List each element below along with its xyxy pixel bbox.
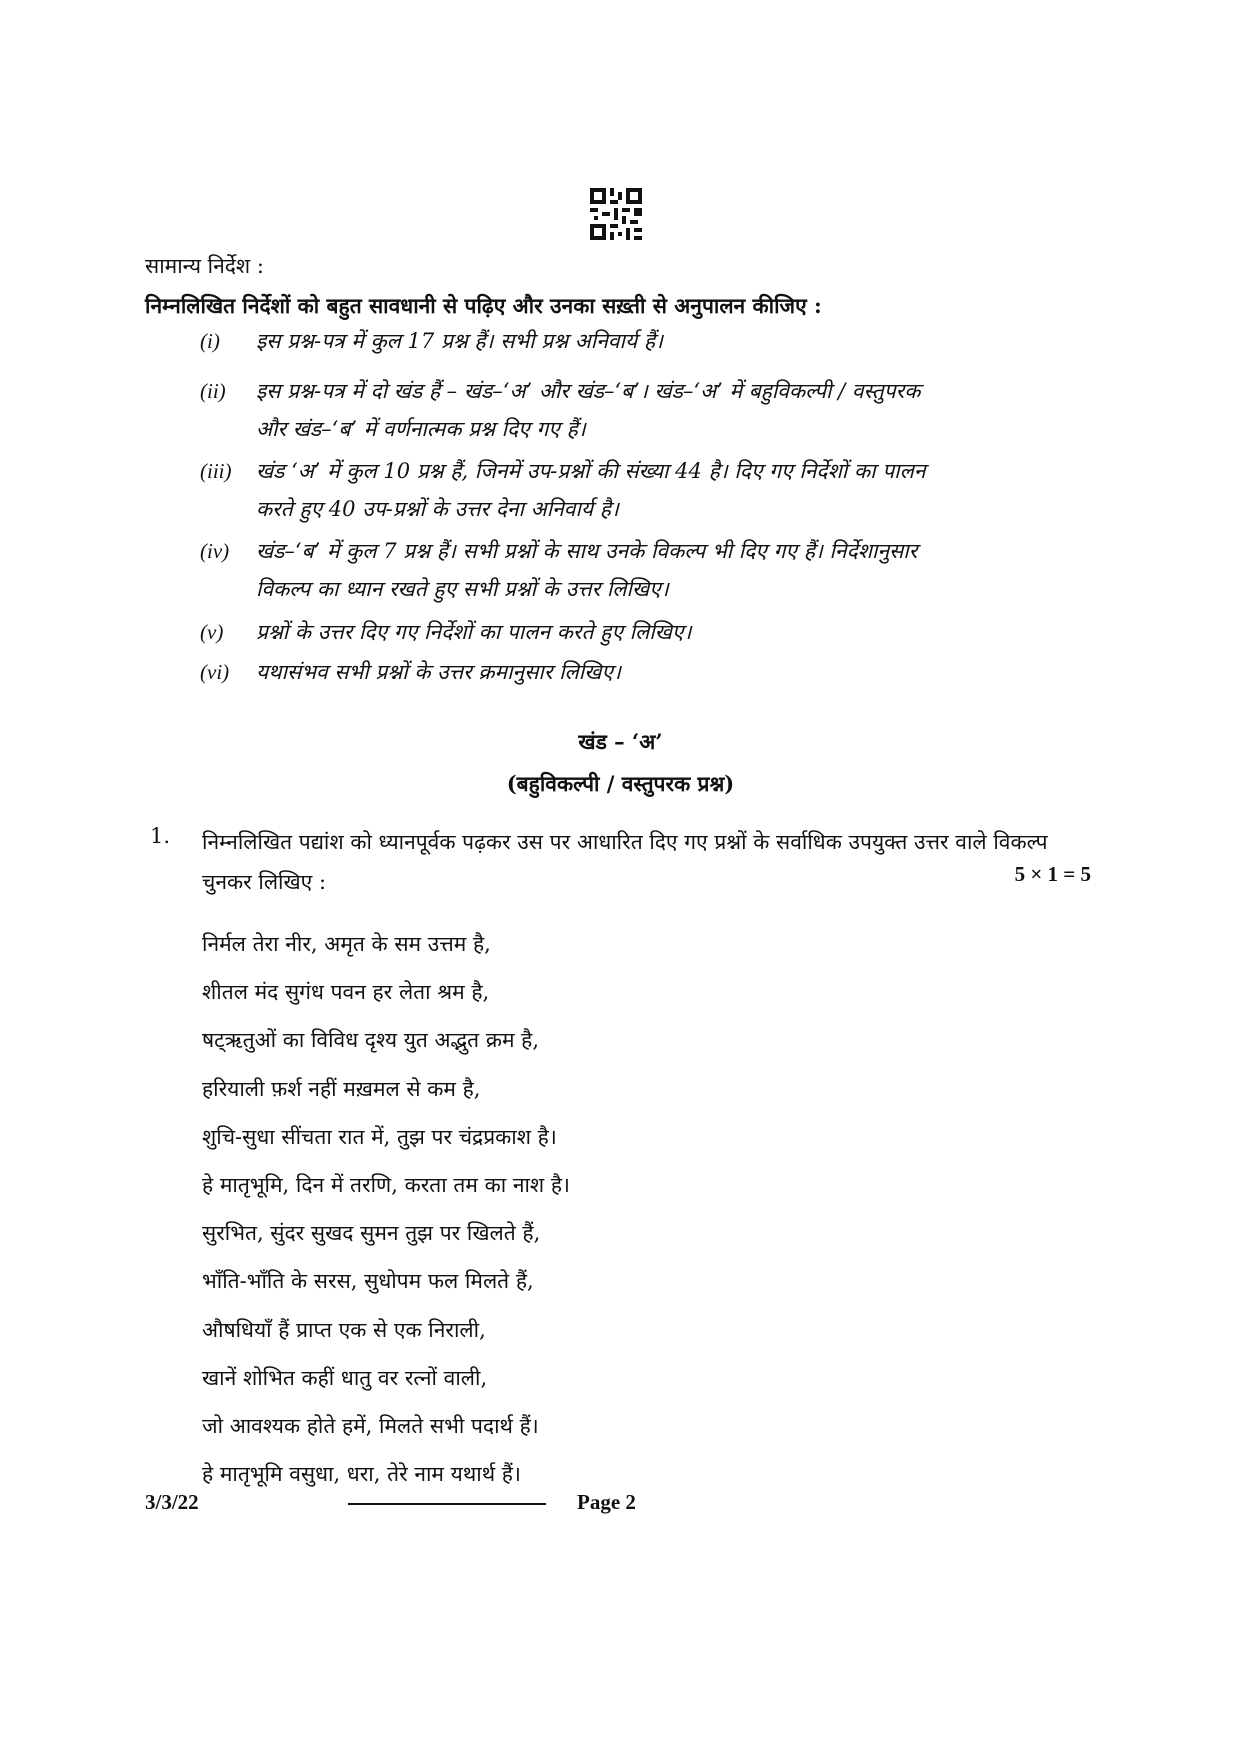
- poem-line: शीतल मंद सुगंध पवन हर लेता श्रम है,: [202, 980, 490, 1005]
- section-subtitle: (बहुविकल्पी / वस्तुपरक प्रश्न): [506, 771, 735, 796]
- instruction-text: इस प्रश्न-पत्र में दो खंड हैं – खंड–‘अ’ और खंड–‘ब’। खंड–‘अ’ में बहुविकल्पी / वस्तुपरक: [256, 379, 921, 403]
- instruction-item: [200, 653, 621, 691]
- instruction-number: (i): [200, 329, 220, 353]
- instruction-number: (vi): [200, 660, 230, 684]
- poem-line: हरियाली फ़र्श नहीं मख़मल से कम है,: [202, 1076, 481, 1101]
- instruction-text: विकल्प का ध्यान रखते हुए सभी प्रश्नों के उत्तर लिखिए।: [256, 577, 669, 601]
- poem-passage: [202, 920, 570, 1498]
- question-text: निम्नलिखित पद्यांश को ध्यानपूर्वक पढ़कर उस पर आधारित दिए गए प्रश्नों के सर्वाधिक उपयुक्त उत्तर वाले विकल्प चुनकर लिखिए :: [202, 830, 1048, 894]
- instruction-text: खंड–‘ब’ में कुल 7 प्रश्न हैं। सभी प्रश्नों के साथ उनके विकल्प भी दिए गए हैं। निर्देशानुसार: [256, 539, 918, 563]
- instruction-number: (iii): [200, 459, 232, 483]
- page-number: Page 2: [577, 1490, 636, 1514]
- poem-line: सुरभित, सुंदर सुखद सुमन तुझ पर खिलते हैं,: [202, 1221, 541, 1246]
- poem-line: जो आवश्यक होते हमें, मिलते सभी पदार्थ हैं।: [202, 1414, 539, 1439]
- poem-line: हे मातृभूमि वसुधा, धरा, तेरे नाम यथार्थ हैं।: [202, 1462, 521, 1487]
- instruction-text: प्रश्नों के उत्तर दिए गए निर्देशों का पालन करते हुए लिखिए।: [256, 620, 692, 644]
- question-number: 1.: [150, 824, 171, 848]
- instruction-item: [200, 613, 691, 651]
- instruction-number: (ii): [200, 379, 226, 403]
- instruction-text: यथासंभव सभी प्रश्नों के उत्तर क्रमानुसार लिखिए।: [256, 660, 621, 684]
- instruction-number: (iv): [200, 539, 230, 563]
- poem-line: निर्मल तेरा नीर, अमृत के सम उत्तम है,: [202, 932, 491, 956]
- instruction-text: इस प्रश्न-पत्र में कुल 17 प्रश्न हैं। सभी प्रश्न अनिवार्य हैं।: [256, 329, 663, 353]
- poem-line: औषधियाँ हैं प्राप्त एक से एक निराली,: [202, 1317, 486, 1342]
- section-title: खंड – ‘अ’: [578, 729, 663, 754]
- instruction-text: करते हुए 40 उप-प्रश्नों के उत्तर देना अनिवार्य है।: [256, 497, 619, 521]
- qr-code-icon: [590, 188, 642, 240]
- instruction-text: खंड ‘अ’ में कुल 10 प्रश्न हैं, जिनमें उप-प्रश्नों की संख्या 44 है। दिए गए निर्देशों का पालन: [256, 459, 926, 483]
- poem-line: भाँति-भाँति के सरस, सुधोपम फल मिलते हैं,: [202, 1269, 534, 1294]
- general-instructions-subtitle: निम्नलिखित निर्देशों को बहुत सावधानी से पढ़िए और उनका सख़्ती से अनुपालन कीजिए :: [145, 293, 822, 318]
- instruction-item: [200, 452, 925, 528]
- instruction-item: [200, 372, 920, 448]
- poem-line: खानें शोभित कहीं धातु वर रत्नों वाली,: [202, 1365, 488, 1390]
- general-instructions-title: सामान्य निर्देश :: [145, 254, 264, 278]
- poem-line: हे मातृभूमि, दिन में तरणि, करता तम का नाश है।: [202, 1173, 570, 1198]
- poem-line: शुचि-सुधा सींचता रात में, तुझ पर चंद्रप्रकाश है।: [202, 1124, 557, 1149]
- instruction-item: [200, 322, 663, 360]
- instruction-item: [200, 532, 917, 608]
- paper-code: 3/3/22: [145, 1490, 199, 1514]
- question-marks: 5 × 1 = 5: [1014, 862, 1091, 886]
- instruction-text: और खंड–‘ब’ में वर्णनात्मक प्रश्न दिए गए हैं।: [256, 417, 586, 441]
- instruction-number: (v): [200, 620, 224, 644]
- footer-divider: [348, 1503, 546, 1505]
- poem-line: षट्ऋतुओं का विविध दृश्य युत अद्भुत क्रम है,: [202, 1028, 540, 1053]
